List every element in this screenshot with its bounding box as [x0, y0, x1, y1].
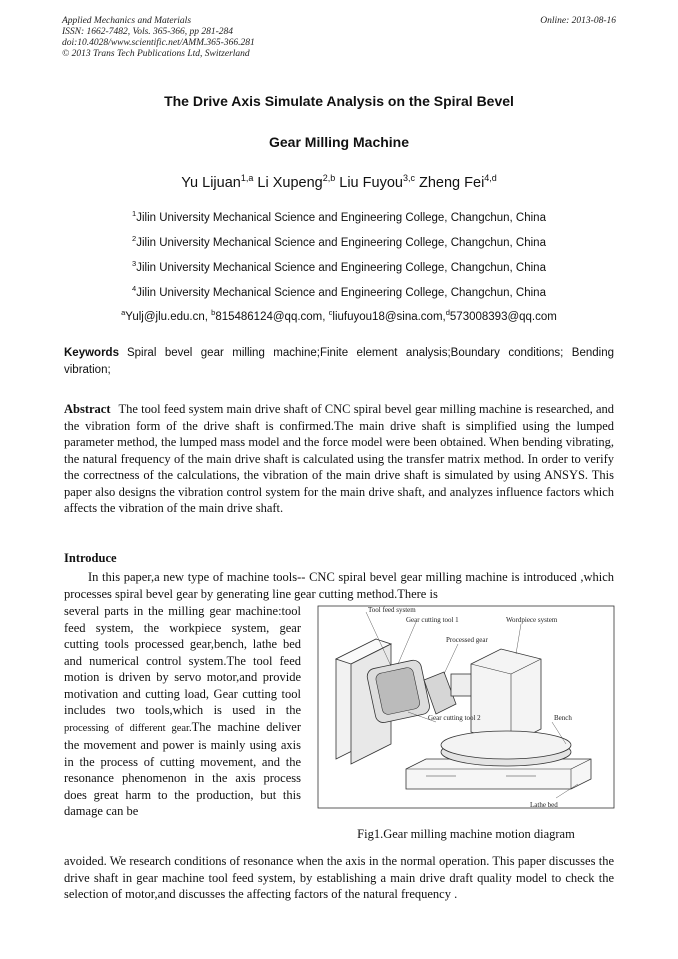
abstract-text: The tool feed system main drive shaft of CNC spiral bevel gear milling machine is researched, and the vibration form of the drive shaft is confirmed.The main drive shaft is simplified using the lumped parameter method, the lumped mass model and the force model were been obtained. When bending vibrating, the natural frequency of the main drive shaft is calculated using the transfer matrix method. In order to verify the correctness of the calculations, the vibration of the main drive shaft is simulated by using ANSYS. This paper also designs the vibration control system for the main drive shaft, and analyzes influence factors which affects the vibration of the main drive shaft.: [64, 402, 614, 515]
abstract-label: Abstract: [64, 402, 111, 416]
leader-line: [516, 624, 521, 654]
email-sup: b: [211, 308, 216, 317]
affiliation-sup: 1: [132, 209, 137, 218]
intro-text-small: processing of different gear.: [64, 722, 192, 734]
label-gear-cutting-tool-1: Gear cutting tool 1: [406, 616, 459, 624]
label-lathe-bed: Lathe bed: [530, 801, 558, 809]
affiliation-text: Jilin University Mechanical Science and Engineering College, Changchun, China: [136, 211, 546, 224]
intro-paragraph-wrap: [64, 603, 301, 820]
email-address[interactable]: 573008393@qq.com: [449, 310, 557, 323]
workpiece-housing: [471, 649, 541, 744]
machine-diagram-figure: [316, 604, 616, 824]
affiliation-text: Jilin University Mechanical Science and Engineering College, Changchun, China: [136, 236, 546, 249]
affiliation-sup: 2: [132, 234, 137, 243]
intro-paragraph-start: In this paper,a new type of machine tools-- CNC spiral bevel gear milling machine is introduced ,which processes spiral bevel gear by generating line gear cutting method.There is: [64, 570, 614, 601]
label-wordpiece-system: Wordpiece system: [506, 616, 558, 624]
label-gear-cutting-tool-2: Gear cutting tool 2: [428, 714, 481, 722]
leader-line: [398, 622, 416, 664]
author-name: Zheng Fei: [419, 174, 485, 191]
affiliation-sup: 4: [132, 284, 137, 293]
affiliation-sup: 3: [132, 259, 137, 268]
figure-caption: Fig1.Gear milling machine motion diagram: [357, 827, 575, 841]
email-sup: a: [121, 308, 126, 317]
affiliation-text: Jilin University Mechanical Science and Engineering College, Changchun, China: [136, 286, 546, 299]
intro-text-part-2: The machine deliver the movement and power is mainly using axis in the process of cutting movement, and the resonance phenomenon in the axis process does great harm to the production, but this damage can be: [64, 719, 301, 818]
paper-title-line-2: Gear Milling Machine: [268, 134, 410, 150]
author-sup: 4,d: [484, 173, 497, 183]
intro-text-part-1: several parts in the milling gear machine:tool feed system, the workpiece system, gear cutting tools processed gear,bench, lathe bed and numerical control system.The tool feed motion is driven by servo motor,and provide motivation and cutting load, Gear cutting tool includes two tools,which is used in the: [64, 604, 301, 717]
doi-line[interactable]: doi:10.4028/www.scientific.net/AMM.365-366.281: [62, 38, 255, 48]
gear-cutting-tool-disc: [375, 667, 421, 716]
author-name: Yu Lijuan: [181, 174, 241, 191]
online-date: Online: 2013-08-16: [540, 16, 616, 26]
keywords-text: Spiral bevel gear milling machine;Finite element analysis;Boundary conditions; Bending vibration;: [64, 347, 614, 376]
affiliation-4: [0, 284, 678, 299]
copyright-line: © 2013 Trans Tech Publications Ltd, Switzerland: [62, 49, 250, 59]
author-sup: 3,c: [402, 173, 415, 183]
label-tool-feed-system: Tool feed system: [368, 606, 416, 614]
label-bench: Bench: [554, 714, 572, 722]
email-sup: d: [445, 308, 450, 317]
intro-paragraph-end: avoided. We research conditions of resonance when the axis in the normal operation. This paper discusses the drive shaft in gear machine tool feed system, by establishing a main drive draft quality model to check the selection of motor,and discusses the affecting factors of the natural frequency .: [64, 854, 614, 901]
leader-line: [444, 644, 458, 674]
issn-line: ISSN: 1662-7482, Vols. 365-366, pp 281-284: [62, 27, 233, 37]
author-sup: 2,b: [322, 173, 336, 183]
author-list: [0, 173, 678, 191]
author-sup: 1,a: [240, 173, 254, 183]
email-address[interactable]: 815486124@qq.com,: [215, 310, 329, 323]
journal-name: Applied Mechanics and Materials: [62, 16, 192, 26]
keywords-block: [64, 345, 614, 379]
affiliation-text: Jilin University Mechanical Science and Engineering College, Changchun, China: [136, 261, 546, 274]
email-address[interactable]: liufuyou18@sina.com,: [332, 310, 446, 323]
affiliation-2: [0, 234, 678, 249]
section-heading-introduce: Introduce: [64, 551, 117, 565]
label-processed-gear: Processed gear: [446, 636, 488, 644]
affiliation-3: [0, 259, 678, 274]
email-address[interactable]: Yulj@jlu.edu.cn,: [125, 310, 212, 323]
author-name: Li Xupeng: [257, 174, 323, 191]
journal-header: [62, 16, 255, 60]
email-sup: c: [328, 308, 333, 317]
author-name: Liu Fuyou: [339, 174, 403, 191]
affiliation-1: [0, 209, 678, 224]
abstract-block: [64, 401, 614, 517]
paper-title-line-1: The Drive Axis Simulate Analysis on the Spiral Bevel: [164, 93, 514, 109]
bench-turntable-top: [441, 731, 571, 759]
keywords-label: Keywords: [64, 347, 119, 359]
email-list: [0, 308, 678, 323]
